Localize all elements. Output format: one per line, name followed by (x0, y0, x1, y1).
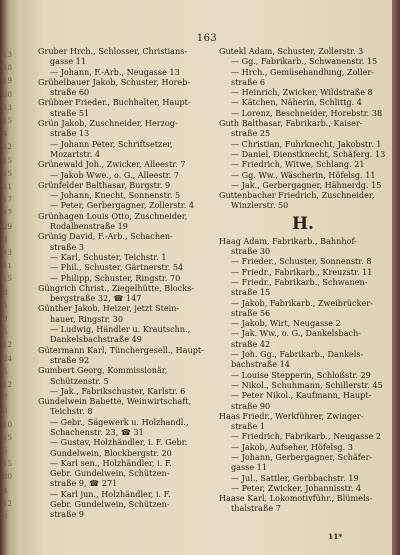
right-entry-line: straße 15 (231, 287, 271, 298)
left-page-fragment: 5 (3, 301, 8, 310)
right-entry-line: Guttenbacher Friedrich, Zuschneider, (219, 190, 375, 201)
right-entry-line: — Jakob, Fabrikarb., Zweibrücker- (231, 297, 373, 308)
left-page-fragment: 12 (3, 341, 12, 350)
left-entry-line: Schachenstr. 23, ☎ 31 (50, 426, 144, 437)
left-entry-line: Rodalbenstraße 19 (50, 221, 128, 232)
left-entry-line: Gundelwein, Blockbergstr. 20 (50, 447, 172, 458)
left-column (38, 46, 212, 520)
left-entry-line: Gumbert Georg, Kommissionär, (38, 365, 168, 376)
right-column (219, 46, 387, 514)
left-entry-line: straße 51 (50, 107, 90, 118)
left-entry-line: Grünhagen Louis Otto, Zuschneider, (38, 210, 188, 221)
left-entry-line: Grünfelder Balthasar, Burgstr. 9 (38, 179, 171, 190)
right-entry-line: — Nikol., Schuhmann, Schillerstr. 45 (231, 379, 383, 390)
left-page-fragment: 3 (3, 513, 8, 521)
right-entry-line: bachstraße 14 (231, 359, 290, 370)
left-page-fragment: 4 (3, 486, 8, 495)
left-entry-line: — Johann, F.-Arb., Neugasse 13 (50, 66, 180, 77)
left-page-fragment: 9 (3, 315, 8, 323)
left-entry-line: Grünewald Joh., Zwicker, Alleestr. 7 (38, 159, 186, 170)
left-page-fragment: 5 (3, 447, 8, 455)
right-entry-line: — Jak. Ww., o. G., Dankelsbach- (231, 328, 362, 339)
left-entry-line: straße 3 (50, 241, 85, 252)
left-entry-line: Grünig David, F.-Arb., Schachen- (38, 231, 173, 242)
left-entry-line: — Philipp, Schuster, Ringstr. 70 (50, 272, 181, 283)
left-page-fragment: 17 (3, 209, 12, 218)
left-entry-line: Dankelsbachstraße 49 (50, 334, 142, 345)
left-entry-line: Gütermann Karl, Tünchergesell., Haupt- (38, 344, 204, 355)
left-entry-line: — Phil., Schuster, Gärtnerstr. 54 (50, 262, 184, 273)
left-entry-line: — Karl, Schuster, Teichstr. 1 (50, 251, 167, 262)
right-entry-line: straße 6 (231, 76, 266, 87)
right-entry-line: — Kätchen, Näherin, Schlittg. 4 (231, 97, 362, 108)
left-page-fragment: 5 (3, 367, 8, 376)
left-entry-line: gasse 11 (50, 56, 86, 67)
right-entry-line: — Friedrich, Fabrikarb., Neugasse 2 (231, 431, 381, 442)
left-entry-line: straße 92 (50, 354, 90, 365)
right-entry-line: straße 25 (231, 128, 271, 139)
left-page-fragment: 60 (3, 90, 12, 99)
right-entry-line: gasse 11 (231, 462, 267, 473)
left-page-fragment: 5 (3, 328, 8, 337)
right-entry-line: — Peter Nikol., Kaufmann, Haupt- (231, 390, 372, 401)
right-entry-line: straße 30 (231, 246, 271, 257)
right-entry-line: Haag Adam, Fabrikarb., Bahnhof- (219, 235, 357, 246)
left-entry-line: Grübelbauer Jakob, Schuster, Horeb- (38, 76, 191, 87)
left-entry-line: — Johann, Knecht, Sonnenstr. 5 (50, 190, 181, 201)
right-entry-line: Guth Balthasar, Fabrikarb., Kaiser- (219, 118, 363, 129)
left-page-fragment: 8 (3, 288, 8, 297)
left-entry-line: Güngrich Christ., Ziegelhütte, Blocks- (38, 282, 194, 293)
right-entry-line: — Daniel, Dienstknecht, Schäferg. 13 (231, 148, 386, 159)
left-entry-line: — Peter, Gerbergagner, Zollerstr. 4 (50, 200, 194, 211)
left-entry-line: — Karl sen., Holzhändler, i. F. (50, 457, 172, 468)
right-entry-line: — Christian, Fuhrknecht, Jakobstr. 1 (231, 138, 382, 149)
right-entry-line: — Gg., Fabrikarb., Schwanenstr. 15 (231, 56, 378, 67)
right-entry-line: straße 90 (231, 400, 271, 411)
left-entry-line: Schützenstr. 5 (50, 375, 109, 386)
left-page-fragment: 10 (3, 420, 12, 429)
left-page-fragment: 24 (3, 354, 12, 363)
right-entry-line: — Lorenz, Beschneider, Horebstr. 38 (231, 107, 383, 118)
left-page-fragment: 17 (3, 196, 12, 205)
left-entry-line: Gebr. Gundelwein, Schützen- (50, 499, 170, 510)
left-entry-line: Grün Jakob, Zuschneider, Herzog- (38, 118, 178, 129)
left-entry-line: hauer, Ringstr. 30 (50, 313, 124, 324)
book-page (22, 0, 392, 555)
right-entry-line: — Joh. Gg., Fabrikarb., Dankels- (231, 349, 364, 360)
left-entry-line: — Gustav, Holzhändler, i. F. Gebr. (50, 437, 188, 448)
left-entry-line: — Ludwig, Händler u. Krautschn., (50, 324, 191, 335)
left-page-fragment: 8 (3, 407, 8, 416)
right-entry-line: straße 1 (231, 421, 266, 432)
right-entry-line: — Heinrich, Zwicker, Wildstraße 8 (231, 87, 373, 98)
left-entry-line: Mozartstr. 4 (50, 148, 101, 159)
right-entry-line: — Johann, Gerbergagner, Schäfer- (231, 451, 373, 462)
left-page-fragment: 12 (3, 499, 12, 508)
left-page-fragment: 13 (3, 51, 12, 59)
right-entry-line: — Gg. Ww., Wäscherin, Höfelsg. 11 (231, 169, 376, 180)
right-entry-line: straße 56 (231, 307, 271, 318)
left-page-fragment: 15 (3, 460, 12, 469)
left-entry-line: Günther Jakob, Heizer, jetzt Stein- (38, 303, 180, 314)
left-page-fragment: 13 (3, 249, 12, 257)
left-page-fragment: 3 (3, 235, 8, 244)
left-page-fragment: 15 (3, 156, 12, 165)
right-entry-line: Haas Friedr., Werkführer, Zwinger- (219, 410, 364, 421)
left-page-fragment: 12 (3, 143, 12, 152)
signature-mark: 11* (328, 532, 343, 541)
left-page-fragment: 7 (3, 394, 8, 403)
right-entry-line: — Frieder., Schuster, Sonnenstr. 8 (231, 256, 372, 267)
left-entry-line: — Jak., Fabrikschuster, Karlstr. 6 (50, 385, 186, 396)
left-page-fragment: 13 (3, 103, 12, 112)
section-heading: H. (292, 213, 314, 234)
left-entry-line: — Gebr., Sägewerk u. Holzhandl., (50, 416, 189, 427)
left-entry-line: bergstraße 32, ☎ 147 (50, 293, 142, 304)
left-entry-line: straße 60 (50, 87, 90, 98)
left-entry-line: — Karl jun., Holzhändler, i. F. (50, 488, 171, 499)
right-entry-line: — Jakob, Aufseher, Höfelsg. 3 (231, 441, 353, 452)
left-page-fragment: 20 (3, 473, 12, 482)
right-entry-line: — Jak., Gerbergagner, Hähnerdg. 15 (231, 179, 382, 190)
left-page-fragment: 15 (3, 117, 12, 125)
left-entry-line: Teichstr. 8 (50, 406, 93, 417)
left-page-fragment: 19 (3, 77, 12, 86)
right-entry-line: — Friedrich, Witwe, Schlang. 21 (231, 159, 365, 170)
right-entry-line: — Peter, Zwicker, Johannisstr. 4 (231, 482, 362, 493)
right-entry-line: — Friedr., Fabrikarb., Kreuzstr. 11 (231, 266, 373, 277)
left-page-fragment: 29 (3, 222, 12, 231)
left-entry-line: straße 13 (50, 128, 90, 139)
right-entry-line: — Jul., Sattler, Gerbbachstr. 19 (231, 472, 359, 483)
left-entry-line: Gundelwein Babette, Weinwirtschaft, (38, 396, 192, 407)
left-page-fragment: 15 (3, 433, 12, 442)
right-entry-line: — Friedr., Fabrikarb., Schwanen- (231, 276, 368, 287)
left-page-fragment: 11 (3, 183, 12, 191)
right-entry-line: straße 42 (231, 338, 271, 349)
right-entry-line: Winzlerstr. 50 (231, 200, 289, 211)
left-page-fragment: 4 (3, 130, 8, 139)
right-entry-line: thalstraße 7 (231, 503, 281, 514)
left-entry-line: straße 9, ☎ 271 (50, 478, 118, 489)
left-page-fragment: 15 (3, 275, 12, 284)
left-entry-line: — Johann Peter, Schriftsetzer, (50, 138, 173, 149)
book-binding-edge (392, 0, 400, 555)
right-entry-line: — Jakob, Wirt, Neugasse 2 (231, 318, 341, 329)
left-entry-line: Gebr. Gundelwein, Schützen- (50, 468, 170, 479)
left-page-fragment: 11 (3, 262, 12, 271)
left-entry-line: — Jakob Wwe., o. G., Alleestr. 7 (50, 169, 180, 180)
left-entry-line: straße 9 (50, 509, 85, 520)
left-page-fragment: 18 (3, 64, 12, 73)
right-entry-line: Haase Karl, Lokomotivführ., Blümels- (219, 493, 373, 504)
right-entry-line: — Hrch., Gemüsehandlung, Zoller- (231, 66, 374, 77)
right-entry-line: — Louise Stepperin, Schloßstr. 29 (231, 369, 371, 380)
adjacent-page-edge (0, 0, 22, 555)
left-entry-line: Gruber Hrch., Schlosser, Christians- (38, 46, 188, 56)
right-entry-line: Gutekl Adam, Schuster, Zollerstr. 3 (219, 46, 364, 56)
left-page-fragment: 15 (3, 169, 12, 178)
page-number: 163 (196, 33, 218, 44)
left-page-fragment: 12 (3, 381, 12, 389)
left-entry-line: Grübner Frieder., Buchhalter, Haupt- (38, 97, 191, 108)
